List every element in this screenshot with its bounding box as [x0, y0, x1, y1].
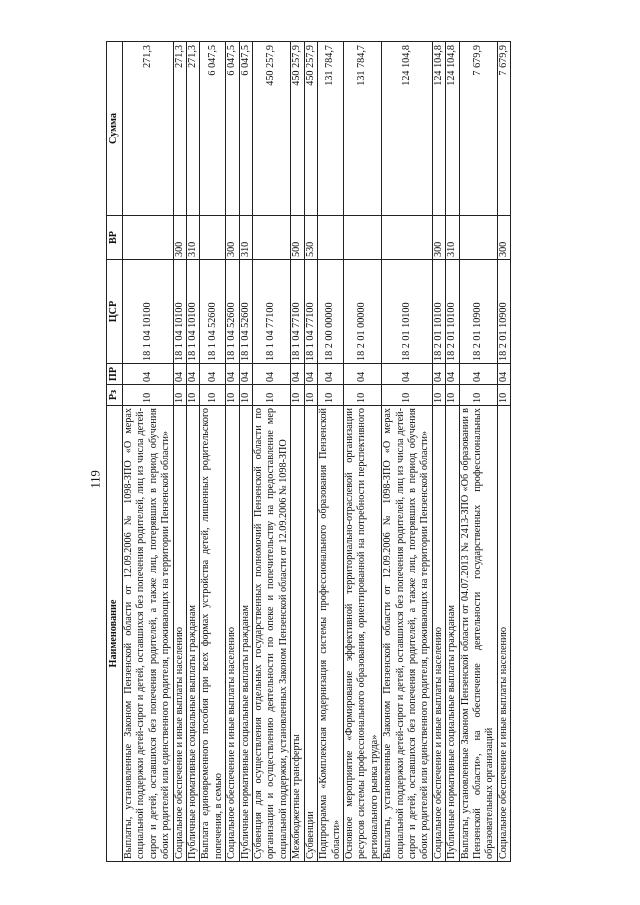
row-sum-cell: 271,3 — [123, 42, 174, 216]
row-sum-cell: 450 257,9 — [304, 42, 317, 216]
table-row — [318, 42, 344, 862]
row-csr-cell: 18 1 04 10100 — [173, 260, 186, 364]
row-rz-cell: 10 — [304, 385, 317, 406]
table-row — [253, 42, 291, 862]
header-pr: ПР — [107, 364, 123, 385]
header-vr: ВР — [107, 216, 123, 260]
row-sum-cell: 7 679,9 — [459, 42, 497, 216]
row-sum-cell: 271,3 — [187, 42, 200, 216]
row-rz-cell: 10 — [382, 385, 433, 406]
row-pr-cell: 04 — [239, 364, 252, 385]
row-sum-cell: 6 047,5 — [226, 42, 239, 216]
page-number: 119 — [88, 470, 103, 489]
row-vr-cell: 500 — [291, 216, 304, 260]
row-csr-cell: 18 1 04 77100 — [304, 260, 317, 364]
table-row — [459, 42, 497, 862]
row-name-cell: Межбюджетные трансферты — [291, 406, 304, 862]
row-name-cell: Публичные нормативные социальные выплаты гражданам — [446, 406, 459, 862]
row-rz-cell: 10 — [200, 385, 226, 406]
header-csr: ЦСР — [107, 260, 123, 364]
table-row — [226, 42, 239, 862]
row-pr-cell: 04 — [318, 364, 344, 385]
row-name-cell: Социальное обеспечение и иные выплаты населению — [432, 406, 445, 862]
row-vr-cell: 310 — [446, 216, 459, 260]
row-csr-cell: 18 1 04 52600 — [239, 260, 252, 364]
row-csr-cell: 18 1 04 10100 — [123, 260, 174, 364]
row-csr-cell: 18 1 04 10100 — [187, 260, 200, 364]
row-vr-cell: 300 — [497, 216, 510, 260]
table-header-row — [107, 42, 123, 862]
header-name: Наименование — [107, 406, 123, 862]
row-sum-cell: 124 104,8 — [446, 42, 459, 216]
row-rz-cell: 10 — [343, 385, 381, 406]
row-name-cell: Выплата единовременного пособия при всех формах устройства детей, лишенных родительского попечения, в семью — [200, 406, 226, 862]
row-pr-cell: 04 — [343, 364, 381, 385]
row-rz-cell: 10 — [187, 385, 200, 406]
row-csr-cell: 18 2 01 10100 — [382, 260, 433, 364]
row-pr-cell: 04 — [173, 364, 186, 385]
row-sum-cell: 450 257,9 — [253, 42, 291, 216]
row-pr-cell: 04 — [432, 364, 445, 385]
table-body — [123, 42, 511, 862]
row-rz-cell: 10 — [432, 385, 445, 406]
row-pr-cell: 04 — [382, 364, 433, 385]
row-name-cell: Выплаты, установленные Законом Пензенской области от 12.09.2006 № 1098-ЗПО «О мерах социальной поддержки детей-сирот и детей, оставшихся без попечения родителей, лиц из числа детей-сирот и детей, оставшихся без попечения родителей, а также лиц, потерявших в период обучения обоих родителей или единственного родителя, проживающих на территории Пензенской области» — [382, 406, 433, 862]
row-sum-cell: 124 104,8 — [432, 42, 445, 216]
table-row — [304, 42, 317, 862]
table-row — [187, 42, 200, 862]
table-row — [200, 42, 226, 862]
row-name-cell: Субвенции — [304, 406, 317, 862]
row-sum-cell: 7 679,9 — [497, 42, 510, 216]
table-row — [432, 42, 445, 862]
row-pr-cell: 04 — [187, 364, 200, 385]
row-pr-cell: 04 — [446, 364, 459, 385]
table-row — [123, 42, 174, 862]
row-csr-cell: 18 2 01 10100 — [446, 260, 459, 364]
row-sum-cell: 131 784,7 — [343, 42, 381, 216]
row-rz-cell: 10 — [226, 385, 239, 406]
row-vr-cell — [123, 216, 174, 260]
header-sum: Сумма — [107, 42, 123, 216]
row-name-cell: Социальное обеспечение и иные выплаты населению — [226, 406, 239, 862]
row-name-cell: Публичные нормативные социальные выплаты гражданам — [187, 406, 200, 862]
row-sum-cell: 450 257,9 — [291, 42, 304, 216]
row-vr-cell — [382, 216, 433, 260]
row-vr-cell: 300 — [226, 216, 239, 260]
row-name-cell: Подпрограмма «Комплексная модернизация системы профессионального образования Пензенской области» — [318, 406, 344, 862]
table-row — [173, 42, 186, 862]
table-row — [497, 42, 510, 862]
row-name-cell: Основное мероприятие «Формирование эффективной территориально-отраслевой организации ресурсов системы профессионального образования, ориентированной на потребности перспективного регионального рынка труда» — [343, 406, 381, 862]
row-rz-cell: 10 — [239, 385, 252, 406]
row-rz-cell: 10 — [173, 385, 186, 406]
row-csr-cell: 18 1 04 52600 — [226, 260, 239, 364]
row-pr-cell: 04 — [304, 364, 317, 385]
header-rz: Рз — [107, 385, 123, 406]
row-csr-cell: 18 2 00 00000 — [318, 260, 344, 364]
row-csr-cell: 18 2 01 10900 — [497, 260, 510, 364]
row-rz-cell: 10 — [253, 385, 291, 406]
rotated-page-content — [106, 42, 596, 862]
row-name-cell: Выплаты, установленные Законом Пензенской области от 12.09.2006 № 1098-ЗПО «О мерах социальной поддержки детей-сирот и детей, оставшихся без попечения родителей, лиц из числа детей-сирот и детей, оставшихся без попечения родителей, а также лиц, потерявших в период обучения обоих родителей или единственного родителя, проживающих на территории Пензенской области» — [123, 406, 174, 862]
row-rz-cell: 10 — [497, 385, 510, 406]
row-vr-cell: 310 — [239, 216, 252, 260]
row-pr-cell: 04 — [291, 364, 304, 385]
row-csr-cell: 18 2 01 10900 — [459, 260, 497, 364]
budget-table — [106, 41, 511, 862]
row-csr-cell: 18 2 01 00000 — [343, 260, 381, 364]
row-pr-cell: 04 — [497, 364, 510, 385]
row-name-cell: Выплаты, установленные Законом Пензенской области от 04.07.2013 № 2413-ЗПО «Об образовании в Пензенской области», на обеспечение деятельности государственных профессиональных образовательных организаций — [459, 406, 497, 862]
row-rz-cell: 10 — [459, 385, 497, 406]
row-pr-cell: 04 — [253, 364, 291, 385]
row-csr-cell: 18 1 04 77100 — [291, 260, 304, 364]
row-vr-cell: 310 — [187, 216, 200, 260]
row-vr-cell — [459, 216, 497, 260]
row-pr-cell: 04 — [123, 364, 174, 385]
row-vr-cell: 300 — [432, 216, 445, 260]
row-vr-cell — [318, 216, 344, 260]
row-sum-cell: 131 784,7 — [318, 42, 344, 216]
row-vr-cell — [343, 216, 381, 260]
row-csr-cell: 18 1 04 77100 — [253, 260, 291, 364]
row-name-cell: Публичные нормативные социальные выплаты гражданам — [239, 406, 252, 862]
row-vr-cell: 300 — [173, 216, 186, 260]
table-row — [343, 42, 381, 862]
row-pr-cell: 04 — [459, 364, 497, 385]
row-sum-cell: 6 047,5 — [200, 42, 226, 216]
row-rz-cell: 10 — [318, 385, 344, 406]
row-name-cell: Социальное обеспечение и иные выплаты населению — [497, 406, 510, 862]
row-pr-cell: 04 — [226, 364, 239, 385]
row-pr-cell: 04 — [200, 364, 226, 385]
row-vr-cell: 530 — [304, 216, 317, 260]
table-row — [291, 42, 304, 862]
row-vr-cell — [253, 216, 291, 260]
row-csr-cell: 18 2 01 10100 — [432, 260, 445, 364]
row-name-cell: Социальное обеспечение и иные выплаты населению — [173, 406, 186, 862]
row-sum-cell: 271,3 — [173, 42, 186, 216]
row-name-cell: Субвенция для осуществления отдельных государственных полномочий Пензенской области по организации и осуществлению деятельности по опеке и попечительству на предоставление мер социальной поддержки, установленных Законом Пензенской области от 12.09.2006 № 1098-ЗПО — [253, 406, 291, 862]
row-rz-cell: 10 — [446, 385, 459, 406]
row-sum-cell: 124 104,8 — [382, 42, 433, 216]
row-vr-cell — [200, 216, 226, 260]
table-row — [239, 42, 252, 862]
row-csr-cell: 18 1 04 52600 — [200, 260, 226, 364]
row-sum-cell: 6 047,5 — [239, 42, 252, 216]
table-row — [382, 42, 433, 862]
table-row — [446, 42, 459, 862]
row-rz-cell: 10 — [123, 385, 174, 406]
row-rz-cell: 10 — [291, 385, 304, 406]
